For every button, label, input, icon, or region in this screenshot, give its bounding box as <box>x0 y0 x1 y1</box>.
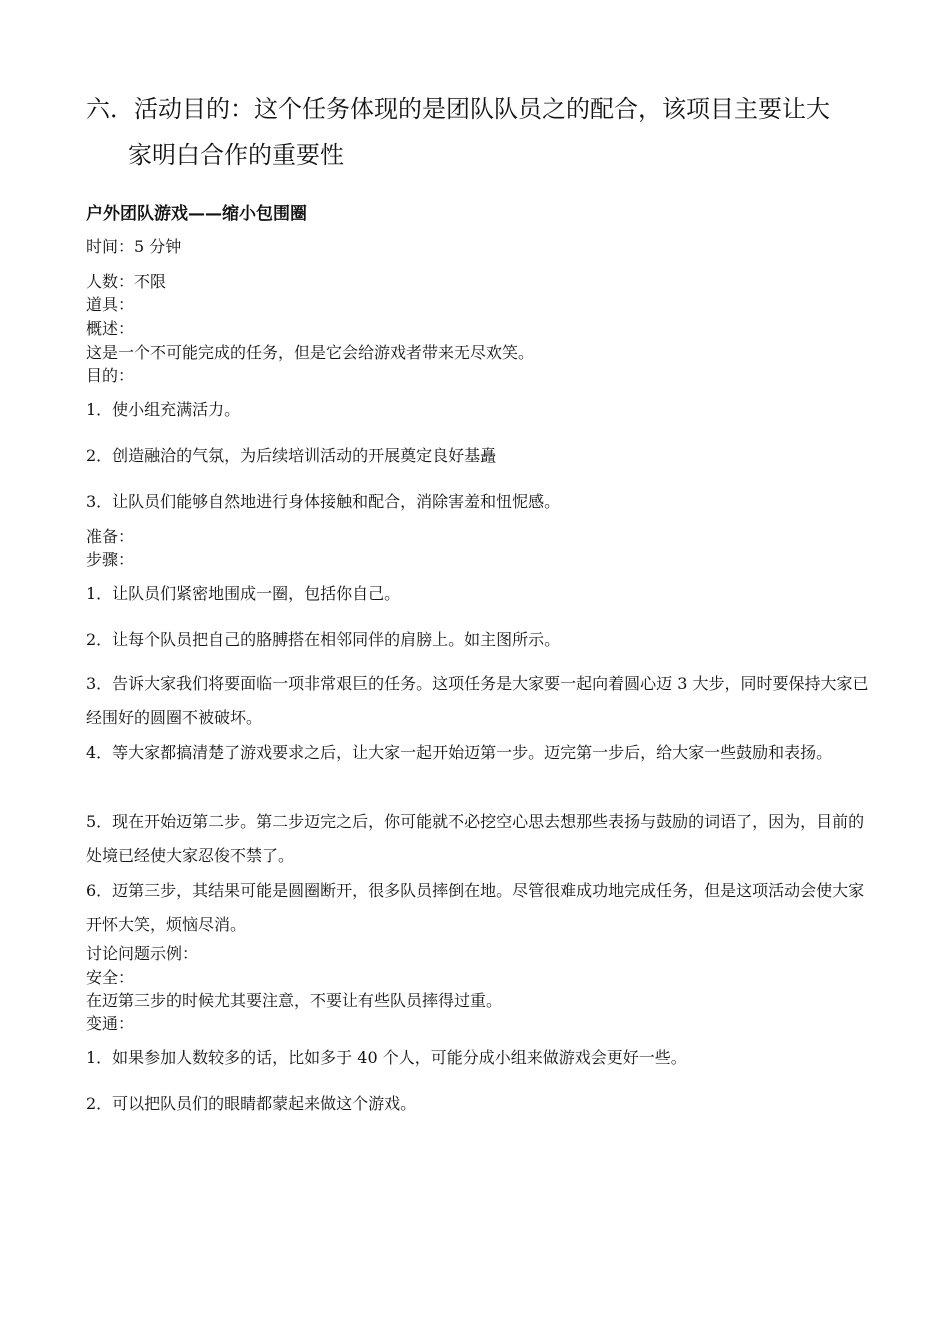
overview-text: 这是一个不可能完成的任务，但是它会给游戏者带来无尽欢笑。 <box>86 343 535 362</box>
safety-label: 安全： <box>86 968 135 987</box>
steps-label: 步骤： <box>86 550 135 569</box>
step-item: 5．现在开始迈第二步。第二步迈完之后，你可能就不必挖空心思去想那些表扬与鼓励的词语了，因为，目前的处境已经使大家忍俊不禁了。 <box>86 812 865 865</box>
variation-item: 1．如果参加人数较多的话，比如多于 40 个人，可能分成小组来做游戏会更好一些。 <box>86 1048 687 1067</box>
heading-line-1: 六．活动目的：这个任务体现的是团队队员之的配合，该项目主要让大 <box>86 95 830 123</box>
purpose-label: 目的： <box>86 366 135 385</box>
step-item: 3．告诉大家我们将要面临一项非常艰巨的任务。这项任务是大家要一起向着圆心迈 3 大步，同时要保持大家已经围好的圆圈不被破坏。 <box>86 674 869 727</box>
step-item: 6．迈第三步，其结果可能是圆圈断开，很多队员摔倒在地。尽管很难成功地完成任务，但是这项活动会使大家开怀大笑，烦恼尽消。 <box>86 881 865 934</box>
prep-label: 准备： <box>86 527 135 546</box>
variation-item: 2．可以把队员们的眼睛都蒙起来做这个游戏。 <box>86 1094 417 1113</box>
variation-label: 变通： <box>86 1014 135 1033</box>
step-item: 1．让队员们紧密地围成一圈，包括你自己。 <box>86 584 401 603</box>
purpose-item: 2．创造融洽的气氛，为后续培训活动的开展奠定良好基矗 <box>86 446 497 465</box>
props-label: 道具： <box>86 295 135 314</box>
section-heading <box>86 86 886 178</box>
safety-text: 在迈第三步的时候尤其要注意，不要让有些队员摔得过重。 <box>86 991 503 1010</box>
overview-label: 概述： <box>86 319 135 338</box>
step-item: 2．让每个队员把自己的胳膊搭在相邻同伴的肩膀上。如主图所示。 <box>86 630 561 649</box>
time-line: 时间：5 分钟 <box>86 237 182 256</box>
step-item: 4．等大家都搞清楚了游戏要求之后，让大家一起开始迈第一步。迈完第一步后，给大家一些鼓励和表扬。 <box>86 743 833 762</box>
heading-line-2: 家明白合作的重要性 <box>128 141 344 169</box>
people-line: 人数：不限 <box>86 272 167 291</box>
purpose-item: 1．使小组充满活力。 <box>86 400 241 419</box>
game-title: 户外团队游戏——缩小包围圈 <box>86 204 307 224</box>
purpose-item: 3．让队员们能够自然地进行身体接触和配合，消除害羞和忸怩感。 <box>86 492 561 511</box>
discussion-label: 讨论问题示例： <box>86 944 199 963</box>
